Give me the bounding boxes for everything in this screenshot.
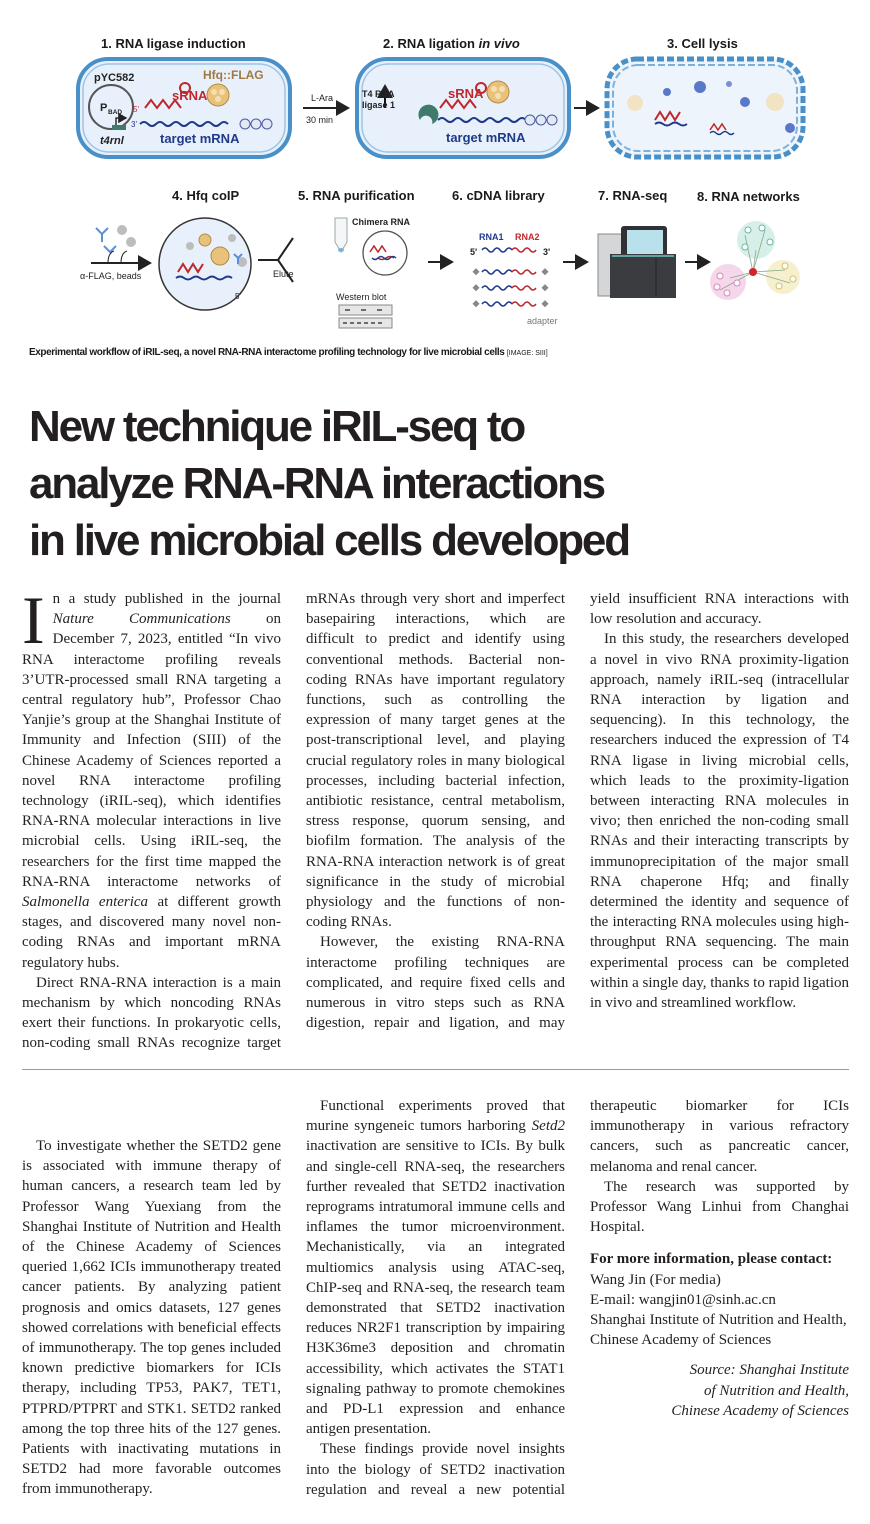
headline-line-1: New technique iRIL-seq to	[29, 402, 525, 451]
ligase-label-line2: ligase 1	[362, 100, 396, 110]
western-blot-icon	[339, 305, 392, 328]
workflow-diagram	[0, 0, 870, 340]
step-6-title: 6. cDNA library	[452, 188, 545, 203]
step-1-title: 1. RNA ligase induction	[101, 36, 246, 51]
hfq-icon	[207, 84, 229, 106]
caption-text: Experimental workflow of iRIL-seq, a novel RNA-RNA interactome profiling technology for live microbial cells	[29, 347, 505, 358]
five-prime-label: 5'	[133, 105, 139, 114]
time-label: 30 min	[306, 115, 334, 125]
p1-text-c: at different growth stages, and discovered many novel non-coding RNAs and important mRNA regulatory hubs.	[22, 894, 282, 971]
western-blot-label: Western blot	[336, 292, 387, 302]
rna-network-icon	[710, 221, 800, 300]
five-prime-label-3: 5'	[470, 247, 478, 257]
step-2-italic: in vivo	[478, 36, 520, 51]
article-1-paragraph-4: In this study, the researchers developed a novel in vivo RNA proximity-ligation approach, namely iRIL-seq (intracellular RNA interaction by ligation and sequencing). In this technology, the researchers induced the expression of T4 RNA ligase in living microbial cells, which leads to the proximity-ligation between interacting RNA molecules in vivo; then enriched the non-coding small RNAs and their interacting transcripts by immunoprecipitation of the major small RNA chaperone Hfq; and finally determined the identity and sequence of the interacting RNA molecules using high-throughput RNA sequencing. The main experimental process can be completed within a single day, thanks to rapid ligation in vivo and streamlined workflow.	[590, 631, 849, 1012]
five-prime-label-2: 5'	[235, 292, 241, 301]
hfq-icon	[487, 81, 509, 103]
figure-caption	[29, 347, 829, 358]
article-1-body	[22, 582, 849, 1054]
srna-label: sRNA	[172, 88, 208, 103]
article-2-paragraph-4: The research was supported by Professor Wang Linhui from Changhai Hospital.	[590, 1178, 849, 1236]
headline-line-2: analyze RNA-RNA interactions	[29, 459, 604, 508]
spacer	[590, 1237, 849, 1249]
p2-text-a: Functional experiments proved that murine syngeneic tumors harboring	[306, 1098, 565, 1135]
ligase-label-line1: T4 RNA	[362, 89, 395, 99]
journal-name: Nature Communications	[52, 611, 231, 628]
tube-icon	[335, 218, 347, 252]
drop-cap: I	[22, 582, 45, 658]
species-name: Salmonella enterica	[22, 894, 149, 911]
promoter-sub-label: BAD	[108, 109, 123, 116]
article-2-body	[22, 1096, 849, 1516]
three-prime-label: 3'	[131, 120, 137, 129]
sequencer-icon	[598, 226, 676, 298]
article-2-paragraph-3: These findings provide novel insights into the biology of SETD2 inactivation regulation and reveal a new potential therapeutic biomarker for ICIs immunotherapy in various refractory cancers, such as pancreatic cancer, melanoma and renal cancer.	[306, 1098, 849, 1498]
p1-text-a: n a study published in the journal	[52, 591, 281, 607]
contact-heading: For more information, please contact:	[590, 1251, 833, 1268]
contact-org-line-2: Chinese Academy of Sciences	[590, 1332, 772, 1349]
rna2-label: RNA2	[515, 232, 540, 242]
step-5-title: 5. RNA purification	[298, 188, 415, 203]
contact-name: Wang Jin (For media)	[590, 1271, 721, 1288]
srna-label-2: sRNA	[448, 86, 484, 101]
hfq-flag-label: Hfq::FLAG	[203, 68, 264, 82]
gene-name: Setd2	[531, 1118, 565, 1135]
target-mrna-label-2: target mRNA	[446, 130, 526, 145]
plasmid-label: pYC582	[94, 72, 135, 84]
headline	[29, 398, 849, 569]
antibody-beads-icon	[96, 225, 136, 252]
article-2-paragraph-1: To investigate whether the SETD2 gene is associated with immune therapy of human cancers, a research team led by Professor Wang Yuexiang from the Shanghai Institute of Nutrition and Health of the Chinese Academy of Sciences queried 1,662 ICIs immunotherapy treated cancer patients. By analyzing patient prognosis and omics datasets, 127 genes showed correlations with beneficial effects of immunotherapy. The top genes included known predictive biomarkers for ICIs therapy, including TP53, PAK7, TET1, PTPRD/PTPRT and STK1. SETD2 ranked among the top three hits of the 127 genes. Patients with inactivating mutations in SETD2 had more favorable outcomes from immunotherapy.	[22, 1138, 281, 1498]
headline-line-3: in live microbial cells developed	[29, 516, 629, 565]
column-top-spacer	[22, 1096, 281, 1136]
elute-label: Elute	[273, 269, 294, 279]
chimera-rna-label: Chimera RNA	[352, 217, 411, 227]
source-line-3: Chinese Academy of Sciences	[671, 1402, 849, 1419]
antibody-beads-label: α-FLAG, beads	[80, 271, 142, 281]
cell-3-lysed	[607, 59, 803, 157]
p2-text-b: inactivation are sensitive to ICIs. By bulk and single-cell RNA-seq, the researchers further revealed that SETD2 inactivation reprograms intratumoral immune cells and inflames the tumor microenvironment. Mechanistically, via an integrated multiomics analysis using ATAC-seq, ChIP-seq and RNA-seq, the research team demonstrated that SETD2 inactivation reduces NR2F1 transcription by impairing H3K36me3 deposition and chromatin accessibility, which activates the STAT1 signaling pathway to promote chemokines and PD-L1 expression and enhance antigen presentation.	[306, 1138, 565, 1438]
article-1-paragraph-3: However, the existing RNA-RNA interactome profiling techniques are complicated, and require fixed cells and numerous in vitro steps such as RNA digestion, repair and ligation, and may yield insufficient RNA interactions with low resolution and accuracy.	[306, 591, 849, 1032]
gene-label: t4rnl	[100, 135, 124, 147]
step-2-prefix: 2. RNA ligation	[383, 36, 479, 51]
article-1-paragraph-1	[22, 582, 282, 973]
target-mrna-label: target mRNA	[160, 131, 240, 146]
step-3-title: 3. Cell lysis	[667, 36, 738, 51]
promoter-label: P	[100, 102, 108, 114]
adapter-label: adapter	[527, 316, 558, 326]
three-prime-label-2: 3'	[543, 247, 551, 257]
article-1-paragraph-2: Direct RNA-RNA interaction is a main mechanism by which noncoding RNAs exert their functions. In prokaryotic cells, non-coding small RNAs recognize target mRNAs through very short and imperfect basepairing interactions, which are difficult to predict and identify using conventional methods. Bacterial non-coding RNAs have important regulatory functions, such as controlling the expression of many target genes at the post-transcriptional level, and playing crucial regulatory roles in many biological processes, including bacterial infection, antibiotic resistance, central metabolism, stress response, quorum sensing, and biofilm formation. The analysis of the RNA-RNA interaction network is of great significance in the study of microbial physiology and the functions of non-coding RNAs.	[22, 591, 565, 1052]
step-7-title: 7. RNA-seq	[598, 188, 668, 203]
contact-org-line-1: Shanghai Institute of Nutrition and Health,	[590, 1312, 847, 1329]
step-4-title: 4. Hfq coIP	[172, 188, 240, 203]
contact-email[interactable]: E-mail: wangjin01@sinh.ac.cn	[590, 1291, 776, 1308]
step-8-title: 8. RNA networks	[697, 189, 800, 204]
source-line-2: of Nutrition and Health,	[703, 1382, 849, 1399]
cdna-library-icon	[472, 247, 551, 307]
rna1-label: RNA1	[479, 232, 504, 242]
source-line-1: Source: Shanghai Institute	[689, 1362, 849, 1379]
workflow-figure	[0, 0, 870, 340]
p1-text-b: on December 7, 2023, entitled “In vivo RNA interactome profiling reveals 3’UTR-processed small RNA targeting a central regulatory hub”, Professor Chao Yanjie’s group at the Shanghai Institute of Immunity and Infection (SIII) of the Chinese Academy of Sciences reported a novel RNA interactome profiling technology (iRIL-seq), which identifies RNA-RNA molecular interactions in live microbial cells. Using iRIL-seq, the researchers for the first time mapped the RNA-RNA interactome networks of	[22, 611, 281, 890]
chimera-rna-zoom	[363, 231, 407, 275]
spacer	[590, 1350, 849, 1360]
section-divider	[22, 1069, 849, 1070]
article-2-paragraph-2	[306, 1096, 565, 1439]
image-credit: [IMAGE: SIII]	[506, 350, 548, 357]
inducer-label: L-Ara	[311, 93, 334, 103]
